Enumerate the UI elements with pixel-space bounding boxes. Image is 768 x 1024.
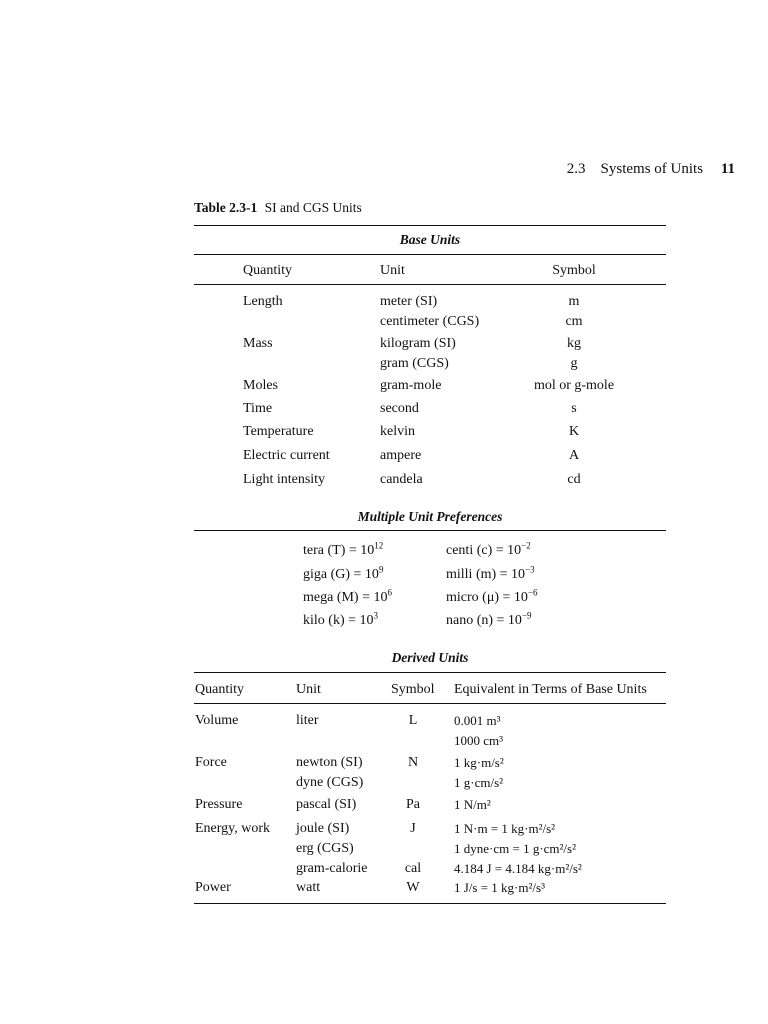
prefix-left-item xyxy=(303,587,392,608)
derived-equivalent: 1 N/m² xyxy=(454,797,491,812)
prefix-text: mega (M) = 10 xyxy=(303,590,388,605)
derived-equivalent: 1 J/s = 1 kg·m²/s³ xyxy=(454,880,545,895)
prefix-exponent: −6 xyxy=(527,587,538,598)
derived-col-quantity: Quantity xyxy=(195,682,244,697)
derived-units-rule xyxy=(194,672,666,673)
prefix-left-item xyxy=(303,610,378,631)
prefixes-rule xyxy=(194,530,666,531)
derived-unit: watt xyxy=(296,880,321,895)
base-quantity: Light intensity xyxy=(243,472,326,487)
prefix-text: nano (n) = 10 xyxy=(446,613,522,628)
table-bottom-rule xyxy=(194,903,666,904)
derived-units-heading: Derived Units xyxy=(391,650,469,665)
base-units-rule xyxy=(194,254,666,255)
derived-quantity: Energy, work xyxy=(195,821,271,836)
derived-unit: pascal (SI) xyxy=(296,797,357,812)
col-header-quantity: Quantity xyxy=(243,263,292,278)
table-label: Table 2.3-1 xyxy=(194,200,258,215)
base-unit: candela xyxy=(380,472,423,487)
base-unit: gram (CGS) xyxy=(380,356,449,371)
base-unit: gram-mole xyxy=(380,378,442,393)
base-quantity: Electric current xyxy=(243,448,330,463)
base-unit: ampere xyxy=(380,448,422,463)
prefix-exponent: −3 xyxy=(525,564,535,575)
base-unit: centimeter (CGS) xyxy=(380,314,480,329)
base-unit: second xyxy=(380,401,419,416)
prefix-exponent: 6 xyxy=(387,587,392,598)
base-symbol: kg xyxy=(567,336,581,351)
prefix-exponent: 9 xyxy=(378,564,384,575)
base-symbol: s xyxy=(571,401,577,416)
base-symbol: cd xyxy=(567,472,581,487)
base-symbol: g xyxy=(570,356,578,371)
derived-equivalent: 1 g·cm/s² xyxy=(454,775,504,790)
base-symbol: K xyxy=(568,424,580,439)
page-number: 11 xyxy=(720,161,735,177)
derived-symbol: Pa xyxy=(406,797,420,812)
section-number: 2.3 xyxy=(566,161,586,177)
derived-symbol: L xyxy=(408,713,418,728)
prefix-text: kilo (k) = 10 xyxy=(303,613,374,628)
derived-unit: dyne (CGS) xyxy=(296,775,364,790)
base-symbol: m xyxy=(568,294,580,309)
derived-symbol: N xyxy=(407,755,419,770)
derived-equivalent: 1000 cm³ xyxy=(454,733,504,748)
prefix-left-item xyxy=(303,564,383,585)
derived-quantity: Volume xyxy=(195,713,239,728)
running-header xyxy=(0,161,735,178)
section-title: Systems of Units xyxy=(600,161,704,177)
derived-unit: liter xyxy=(296,713,319,728)
derived-unit: gram-calorie xyxy=(296,861,368,876)
derived-unit: joule (SI) xyxy=(296,821,350,836)
base-header-rule xyxy=(194,284,666,285)
derived-col-equivalent: Equivalent in Terms of Base Units xyxy=(454,682,647,697)
base-quantity: Mass xyxy=(243,336,273,351)
derived-header-rule xyxy=(194,703,666,704)
prefix-left-item xyxy=(303,540,383,561)
prefix-exponent: 12 xyxy=(374,540,384,551)
prefix-text: micro (μ) = 10 xyxy=(446,590,528,605)
base-symbol: A xyxy=(568,448,580,463)
table-caption: SI and CGS Units xyxy=(264,200,362,215)
derived-equivalent: 1 dyne·cm = 1 g·cm²/s² xyxy=(454,841,576,856)
table-title xyxy=(194,200,362,216)
prefix-right-item xyxy=(446,564,535,585)
derived-quantity: Pressure xyxy=(195,797,243,812)
base-unit: kelvin xyxy=(380,424,415,439)
prefix-text: tera (T) = 10 xyxy=(303,543,375,558)
base-quantity: Time xyxy=(243,401,273,416)
prefix-exponent: 3 xyxy=(373,610,378,621)
prefix-right-item xyxy=(446,587,537,608)
derived-quantity: Power xyxy=(195,880,231,895)
prefix-text: centi (c) = 10 xyxy=(446,543,522,558)
derived-equivalent: 1 N·m = 1 kg·m²/s² xyxy=(454,821,556,836)
derived-quantity: Force xyxy=(195,755,227,770)
prefix-right-item xyxy=(446,540,531,561)
derived-equivalent: 1 kg·m/s² xyxy=(454,755,504,770)
prefix-exponent: −9 xyxy=(521,610,532,621)
derived-unit: erg (CGS) xyxy=(296,841,354,856)
base-symbol: cm xyxy=(565,314,583,329)
prefixes-heading: Multiple Unit Preferences xyxy=(357,509,503,524)
table-top-rule xyxy=(194,225,666,226)
derived-equivalent: 4.184 J = 4.184 kg·m²/s² xyxy=(454,861,582,876)
derived-col-symbol: Symbol xyxy=(391,682,435,697)
base-quantity: Temperature xyxy=(243,424,314,439)
derived-symbol: J xyxy=(410,821,416,836)
base-quantity: Length xyxy=(243,294,283,309)
base-quantity: Moles xyxy=(243,378,278,393)
derived-symbol: cal xyxy=(404,861,422,876)
base-units-heading: Base Units xyxy=(399,232,461,247)
prefix-text: milli (m) = 10 xyxy=(446,567,526,582)
base-unit: meter (SI) xyxy=(380,294,438,309)
derived-equivalent: 0.001 m³ xyxy=(454,713,501,728)
derived-symbol: W xyxy=(406,880,420,895)
derived-col-unit: Unit xyxy=(296,682,321,697)
base-unit: kilogram (SI) xyxy=(380,336,456,351)
derived-unit: newton (SI) xyxy=(296,755,363,770)
prefix-exponent: −2 xyxy=(521,540,531,551)
prefix-right-item xyxy=(446,610,532,631)
base-symbol: mol or g-mole xyxy=(533,378,615,393)
col-header-symbol: Symbol xyxy=(552,263,596,278)
col-header-unit: Unit xyxy=(380,263,405,278)
prefix-text: giga (G) = 10 xyxy=(303,567,379,582)
